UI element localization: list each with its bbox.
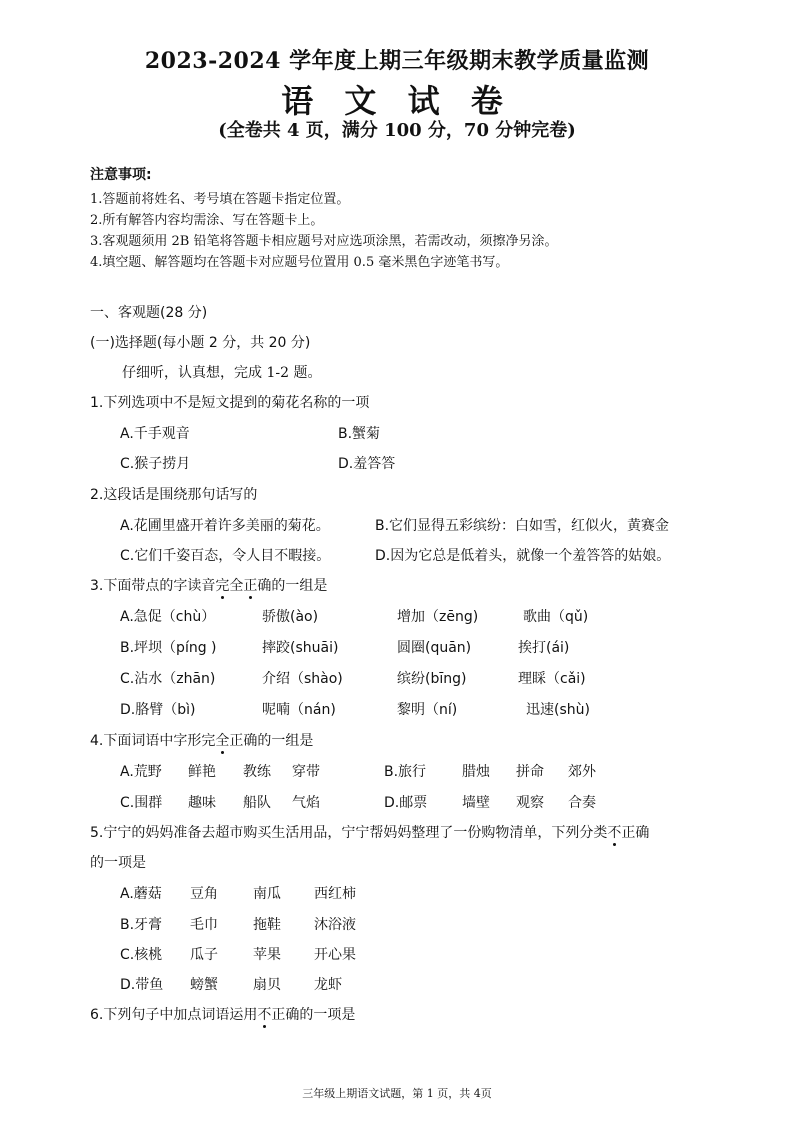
q3-row-c-item: 缤纷(bīng) (397, 671, 467, 687)
notice-item: 3.客观题须用 2B 铅笔将答题卡相应题号对应选项涂黑，若需改动，须擦净另涂。 (90, 234, 558, 249)
exam-title-line1: 2023-2024 学年度上期三年级期末教学质量监测 (144, 48, 650, 74)
q1-option-c: C.猴子捞月 (120, 456, 191, 472)
question-1-stem: 1.下列选项中不是短文提到的菊花名称的一项 (90, 395, 370, 411)
q4-stem-dotted-char: 全 (215, 733, 230, 749)
q3-row-d-item: D.胳臂（bì) (120, 702, 196, 718)
q5-item: 西红柿 (314, 886, 356, 902)
q2-option-d: D.因为它总是低着头，就像一个羞答答的姑娘。 (375, 548, 671, 564)
q3-stem-dotted-char: 完 (215, 578, 230, 594)
q3-row-a-item: A.急促（chù） (120, 609, 216, 625)
q3-stem-text: 确的一组是 (257, 578, 328, 594)
q5-stem-dotted-char: 不 (607, 825, 622, 841)
question-5-stem-line2: 的一项是 (90, 855, 146, 871)
q4-word: B.旅行 (384, 764, 427, 780)
q5-item: A.蘑菇 (120, 886, 162, 902)
notice-item: 2.所有解答内容均需涂、写在答题卡上。 (90, 213, 324, 228)
q4-word: 气焰 (292, 795, 320, 811)
q4-stem-text: 4.下面词语中字形完 (90, 733, 216, 749)
page-footer: 三年级上期语文试题，第 1 页，共 4页 (302, 1087, 492, 1100)
q3-row-c-item: 介绍（shào) (262, 671, 343, 687)
q2-option-b: B.它们显得五彩缤纷：白如雪，红似火，黄赛金 (375, 518, 670, 534)
q4-word: 船队 (243, 795, 271, 811)
section-heading: 一、客观题(28 分) (90, 305, 208, 321)
q3-row-b-item: 摔跤(shuāi) (262, 640, 339, 656)
q5-item: 扇贝 (253, 977, 281, 993)
question-5-stem (90, 822, 649, 842)
q3-row-b-item: 挨打(ái) (518, 640, 570, 656)
q4-word: 穿带 (292, 764, 320, 780)
question-6-stem (90, 1004, 355, 1024)
q5-item: 龙虾 (314, 977, 342, 993)
q5-item: 螃蟹 (190, 977, 218, 993)
q3-row-a-item: 增加（zēng) (397, 609, 479, 625)
q5-item: D.带鱼 (120, 977, 164, 993)
exam-title-info: (全卷共 4 页，满分 100 分，70 分钟完卷) (218, 120, 576, 141)
q3-stem-dotted-char: 正 (243, 578, 258, 594)
q3-stem-text: 3.下面带点的字读音 (90, 578, 216, 594)
q4-word: 观察 (516, 795, 544, 811)
listening-instruction: 仔细听，认真想，完成 1-2 题。 (122, 365, 322, 381)
q1-option-d: D.羞答答 (338, 456, 396, 472)
q4-word: 墙壁 (462, 795, 490, 811)
q3-row-b-item: B.坪坝（píng ) (120, 640, 217, 656)
question-4-stem (90, 730, 313, 750)
subsection-heading: (一)选择题(每小题 2 分，共 20 分) (90, 335, 311, 351)
q4-word: 趣味 (188, 795, 216, 811)
q3-row-a-item: 歌曲（qǔ) (523, 609, 589, 625)
q3-row-c-item: 理睬（cǎi) (518, 671, 586, 687)
notice-item: 4.填空题、解答题均在答题卡对应题号位置用 0.5 毫米黑色字迹笔书写。 (90, 255, 509, 270)
q5-stem-text: 正确 (621, 825, 650, 841)
q4-word: 合奏 (568, 795, 596, 811)
q3-row-a-item: 骄傲(ào) (262, 609, 319, 625)
q6-stem-text: 6.下列句子中加点词语运用 (90, 1007, 258, 1023)
q4-stem-text: 正确的一组是 (229, 733, 314, 749)
q6-stem-dotted-char: 不 (257, 1007, 272, 1023)
q3-stem-text: 全 (229, 578, 244, 594)
q3-row-d-item: 黎明（ní) (397, 702, 458, 718)
question-3-stem (90, 575, 327, 595)
q4-word: 腊烛 (462, 764, 490, 780)
q3-row-d-item: 迅速(shù) (526, 702, 590, 718)
q3-row-c-item: C.沾水（zhān) (120, 671, 216, 687)
q5-item: 开心果 (314, 947, 356, 963)
q1-option-a: A.千手观音 (120, 426, 190, 442)
q5-item: 瓜子 (190, 947, 218, 963)
q5-item: 拖鞋 (253, 917, 281, 933)
q2-option-a: A.花圃里盛开着许多美丽的菊花。 (120, 518, 330, 534)
notice-item: 1.答题前将姓名、考号填在答题卡指定位置。 (90, 192, 350, 207)
q5-item: 沐浴液 (314, 917, 356, 933)
q5-item: 毛巾 (190, 917, 218, 933)
q4-word: C.围群 (120, 795, 163, 811)
q4-word: D.邮票 (384, 795, 428, 811)
q4-word: 拼命 (516, 764, 544, 780)
q5-stem-text: 5.宁宁的妈妈准备去超市购买生活用品，宁宁帮妈妈整理了一份购物清单，下列分类 (90, 825, 608, 841)
q5-item: 南瓜 (253, 886, 281, 902)
q4-word: A.荒野 (120, 764, 162, 780)
q5-item: 豆角 (190, 886, 218, 902)
q6-stem-text: 正确的一项是 (271, 1007, 356, 1023)
q4-word: 鲜艳 (188, 764, 216, 780)
question-2-stem: 2.这段话是围绕那句话写的 (90, 487, 258, 503)
q4-word: 郊外 (568, 764, 596, 780)
q1-option-b: B.蟹菊 (338, 426, 381, 442)
q4-word: 教练 (243, 764, 271, 780)
exam-title-subject: 语 文 试 卷 (281, 82, 513, 120)
q5-item: 苹果 (253, 947, 281, 963)
q5-item: B.牙膏 (120, 917, 163, 933)
q2-option-c: C.它们千姿百态，令人目不暇接。 (120, 548, 331, 564)
q3-row-d-item: 呢喃（nán) (262, 702, 336, 718)
notice-heading: 注意事项: (90, 167, 152, 183)
q5-item: C.核桃 (120, 947, 163, 963)
q3-row-b-item: 圆圈(quān) (397, 640, 472, 656)
